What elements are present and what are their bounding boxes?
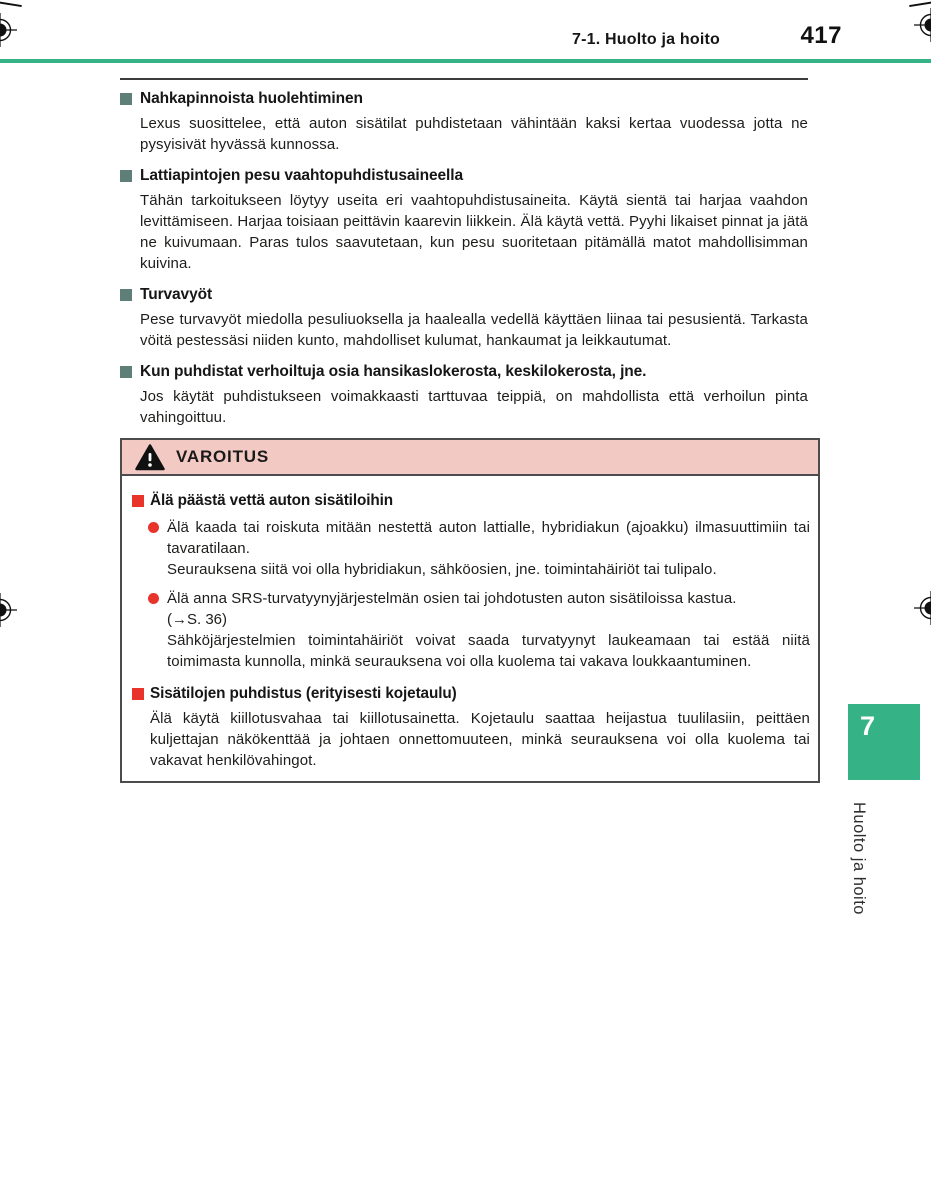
warning-bullet-text: Älä kaada tai roiskuta mitään nestettä auton lattialle, hybridiakun (ajoakku) ilmasuuttimiin tai tavaratilaan. <box>167 519 810 557</box>
registration-mark-icon <box>0 593 17 627</box>
content-top-rule <box>120 78 808 80</box>
section-body: Lexus suosittelee, että auton sisätilat puhdistetaan vähintään kaksi kertaa vuodessa jotta ne pysyisivät hyvässä kunnossa. <box>140 115 808 153</box>
section-body: Pese turvavyöt miedolla pesuliuoksella ja haalealla vedellä käyttäen liinaa tai pesusientä. Tarkasta vöitä pestessäsi niiden kunto, mahdolliset kulumat, hankaumat ja leikkautumat. <box>140 311 808 349</box>
registration-mark-icon <box>0 13 17 47</box>
registration-mark-icon <box>914 8 931 42</box>
crop-mark <box>909 1 931 7</box>
warning-bullet <box>148 588 810 609</box>
warning-item-heading-label: Älä päästä vettä auton sisätiloihin <box>150 492 394 509</box>
content-column <box>120 78 808 783</box>
warning-bullet-text: Älä anna SRS-turvatyynyjärjestelmän osien tai johdotusten auton sisätiloissa kastua. <box>167 590 737 607</box>
warning-page-reference: (→S. 36) <box>167 611 228 628</box>
red-dot-bullet-icon <box>148 522 159 533</box>
warning-bullet-note: Seurauksena siitä voi olla hybridiakun, sähköosien, jne. toimintahäiriöt tai tulipalo. <box>167 561 717 578</box>
warning-content <box>122 476 818 781</box>
square-bullet-icon <box>120 93 132 105</box>
warning-item-heading <box>132 683 810 704</box>
section-body: Tähän tarkoitukseen löytyy useita eri vaahtopuhdistusaineita. Käytä sientä tai harjaa vaahdon levittämiseen. Harjaa toisiaan peittävin kaarevin liikkein. Älä käytä vettä. Pyyhi likaiset pinnat ja jätä ne kuivumaan. Paras tulos saavutetaan, kun pesu suoritetaan pitämällä matot mahdollisimman kuivina. <box>140 192 808 272</box>
section-title: 7-1. Huolto ja hoito <box>572 31 720 48</box>
warning-box <box>120 438 820 783</box>
section-body: Jos käytät puhdistukseen voimakkaasti tarttuvaa teippiä, on mahdollista että verhoilun pinta vahingoittuu. <box>140 388 808 426</box>
section-heading-label: Turvavyöt <box>140 286 213 303</box>
header-accent-rule <box>0 59 931 63</box>
warning-bullet <box>148 517 810 559</box>
section-heading <box>120 165 808 186</box>
chapter-number: 7 <box>860 711 876 741</box>
square-bullet-icon <box>120 366 132 378</box>
registration-mark-icon <box>914 591 931 625</box>
chapter-tab <box>848 704 920 780</box>
section-heading <box>120 88 808 109</box>
chapter-title-vertical: Huolto ja hoito <box>850 802 868 915</box>
section-heading-label: Nahkapinnoista huolehtiminen <box>140 90 363 107</box>
warning-item-heading-label: Sisätilojen puhdistus (erityisesti kojetaulu) <box>150 685 457 702</box>
red-square-bullet-icon <box>132 688 144 700</box>
red-dot-bullet-icon <box>148 593 159 604</box>
warning-item-body: Älä käytä kiillotusvahaa tai kiillotusainetta. Kojetaulu saattaa heijastua tuulilasiin, peittäen kuljettajan näkökenttää ja johtaen onnettomuuteen, minkä seurauksena voi olla kuolema tai vakavat henkilövahingot. <box>150 710 810 769</box>
section-heading-label: Kun puhdistat verhoiltuja osia hansikaslokerosta, keskilokerosta, jne. <box>140 363 647 380</box>
crop-mark <box>0 1 22 7</box>
section-heading <box>120 361 808 382</box>
page-number: 417 <box>800 22 842 49</box>
red-square-bullet-icon <box>132 495 144 507</box>
warning-title: VAROITUS <box>176 447 269 466</box>
section-heading <box>120 284 808 305</box>
section-heading-label: Lattiapintojen pesu vaahtopuhdistusaineella <box>140 167 463 184</box>
warning-header <box>122 440 818 476</box>
square-bullet-icon <box>120 289 132 301</box>
square-bullet-icon <box>120 170 132 182</box>
warning-bullet-note: Sähköjärjestelmien toimintahäiriöt voivat saada turvatyynyt laukeamaan tai estää niitä toimimasta kunnolla, minkä seurauksena voi olla kuolema tai vakava loukkaantuminen. <box>167 632 810 670</box>
warning-item-heading <box>132 490 810 511</box>
warning-triangle-icon <box>135 444 165 471</box>
